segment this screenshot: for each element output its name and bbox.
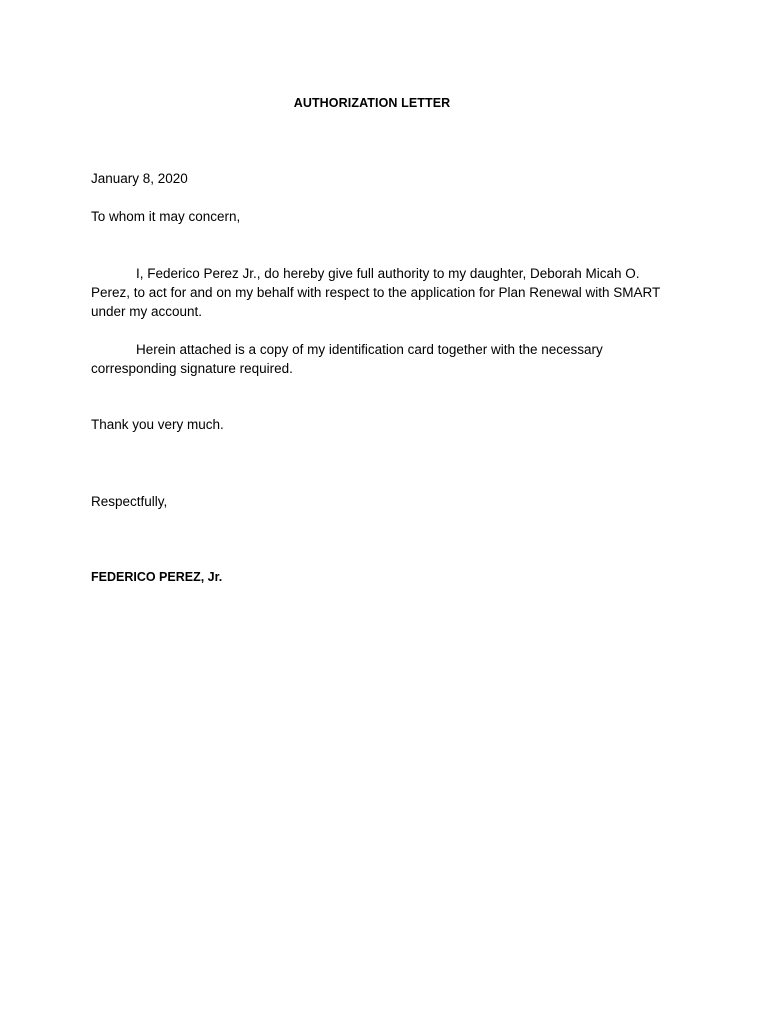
body-paragraph-authority xyxy=(91,264,691,321)
body-paragraph-attachment xyxy=(91,340,691,378)
paragraph-line: Herein attached is a copy of my identification card together with the necessary xyxy=(136,342,603,357)
paragraph-line: corresponding signature required. xyxy=(91,361,293,376)
letter-date: January 8, 2020 xyxy=(91,171,188,186)
paragraph-line: under my account. xyxy=(91,304,203,319)
paragraph-line: I, Federico Perez Jr., do hereby give full authority to my daughter, Deborah Micah O. xyxy=(136,266,640,281)
paragraph-line: Perez, to act for and on my behalf with respect to the application for Plan Renewal with SMART xyxy=(91,285,661,300)
salutation: To whom it may concern, xyxy=(91,209,241,224)
letter-title: AUTHORIZATION LETTER xyxy=(293,96,451,110)
thank-you-line: Thank you very much. xyxy=(91,417,224,432)
signatory-name: FEDERICO PEREZ, Jr. xyxy=(91,570,223,584)
closing-line: Respectfully, xyxy=(91,494,168,509)
